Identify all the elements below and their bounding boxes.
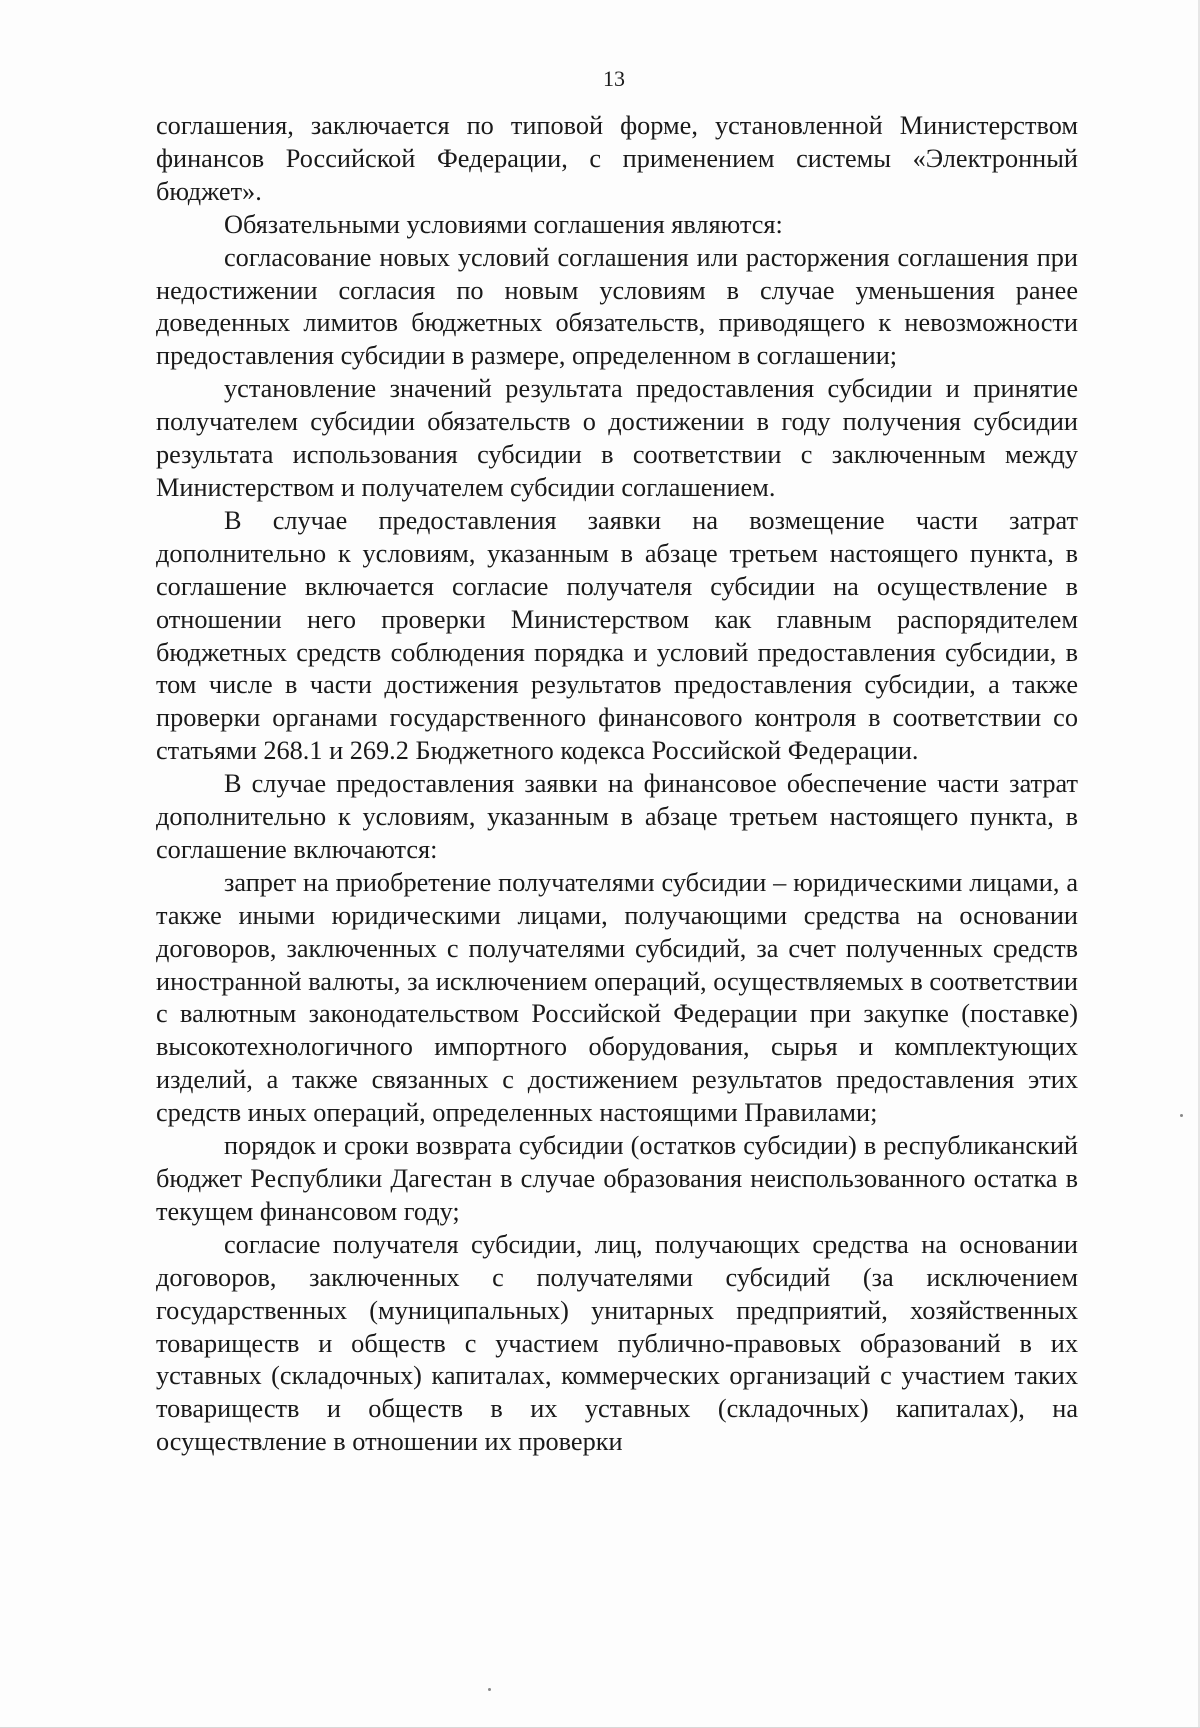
paragraph-financial-support: В случае предоставления заявки на финансовое обеспечение части затрат дополнительно к условиям, указанным в абзаце третьем настоящего пункта, в соглашение включаются:	[156, 769, 1078, 864]
scan-speck	[488, 1688, 491, 1691]
paragraph-currency-ban: запрет на приобретение получателями субсидии – юридическими лицами, а также иными юридическими лицами, получающими средства на основании договоров, заключенных с получателями субсидий, за счет полученных средств иностранной валюты, за исключением операций, осуществляемых в соответствии с валютным законодательством Российской Федерации при закупке (поставке) высокотехнологичного импортного оборудования, сырья и комплектующих изделий, а также связанных с достижением результатов предоставления этих средств иных операций, определенных настоящими Правилами;	[156, 867, 1078, 1128]
scan-speck	[1180, 1114, 1183, 1117]
paragraph-cost-reimbursement: В случае предоставления заявки на возмещение части затрат дополнительно к условиям, указанным в абзаце третьем настоящего пункта, в соглашение включается согласие получателя субсидии на осуществление в отношении него проверки Министерством как главным распорядителем бюджетных средств соблюдения порядка и условий предоставления субсидии, в том числе в части достижения результатов предоставления субсидии, а также проверки органами государственного финансового контроля в соответствии со статьями 268.1 и 269.2 Бюджетного кодекса Российской Федерации.	[156, 505, 1078, 766]
document-body	[156, 110, 1078, 1459]
paragraph-return-procedure: порядок и сроки возврата субсидии (остатков субсидии) в республиканский бюджет Республики Дагестан в случае образования неиспользованного остатка в текущем финансовом году;	[156, 1131, 1078, 1226]
paragraph-inspection-consent: согласие получателя субсидии, лиц, получающих средства на основании договоров, заключенных с получателями субсидий (за исключением государственных (муниципальных) унитарных предприятий, хозяйственных товариществ и обществ с участием публично-правовых образований в их уставных (складочных) капиталах, коммерческих организаций с участием таких товариществ и обществ в их уставных (складочных) капиталах), на осуществление в отношении их проверки	[156, 1229, 1078, 1457]
page-number: 13	[603, 66, 625, 91]
paragraph-agreement-form: соглашения, заключается по типовой форме, установленной Министерством финансов Российской Федерации, с применением системы «Электронный бюджет».	[156, 111, 1078, 206]
paragraph-new-conditions: согласование новых условий соглашения или расторжения соглашения при недостижении согласия по новым условиям в случае уменьшения ранее доведенных лимитов бюджетных обязательств, приводящего к невозможности предоставления субсидии в размере, определенном в соглашении;	[156, 242, 1078, 371]
paragraph-result-values: установление значений результата предоставления субсидии и принятие получателем субсидии обязательств о достижении в году получения субсидии результата использования субсидии в соответствии с заключенным между Министерством и получателем субсидии соглашением.	[156, 374, 1078, 502]
paragraph-mandatory-conditions: Обязательными условиями соглашения являются:	[224, 209, 783, 239]
